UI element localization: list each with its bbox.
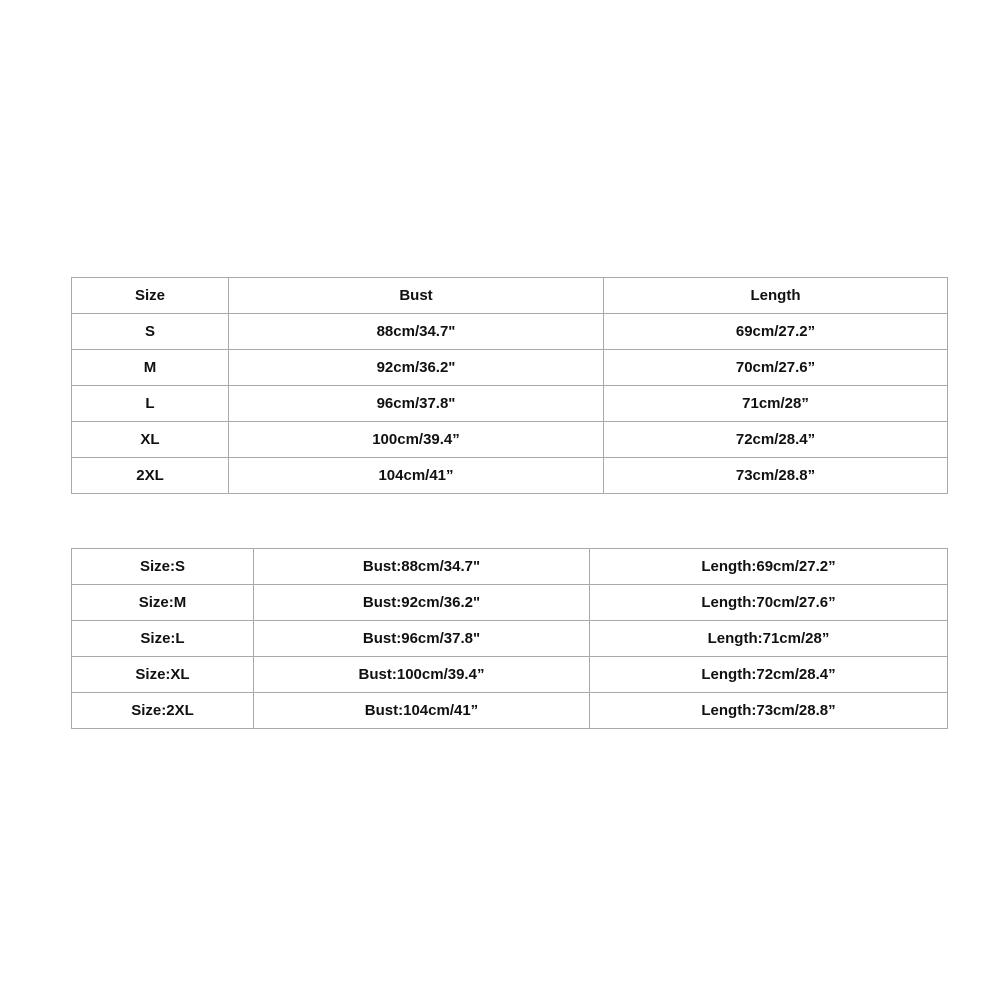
table-row xyxy=(72,585,948,621)
cell-size: Size:S xyxy=(72,549,254,585)
cell-size: Size:L xyxy=(72,621,254,657)
size-detail-table xyxy=(71,548,948,729)
cell-length: 71cm/28” xyxy=(604,386,948,422)
cell-bust: 88cm/34.7" xyxy=(229,314,604,350)
table-row xyxy=(72,549,948,585)
cell-length: 70cm/27.6” xyxy=(604,350,948,386)
cell-length: Length:71cm/28” xyxy=(590,621,948,657)
cell-size: S xyxy=(72,314,229,350)
cell-size: Size:M xyxy=(72,585,254,621)
table-row xyxy=(72,386,948,422)
table-row xyxy=(72,350,948,386)
cell-length: 69cm/27.2” xyxy=(604,314,948,350)
cell-bust: Bust:96cm/37.8" xyxy=(254,621,590,657)
table-row xyxy=(72,657,948,693)
cell-bust: 96cm/37.8" xyxy=(229,386,604,422)
cell-length: 72cm/28.4” xyxy=(604,422,948,458)
table-row xyxy=(72,314,948,350)
cell-bust: 104cm/41” xyxy=(229,458,604,494)
cell-size: Size:2XL xyxy=(72,693,254,729)
cell-bust: Bust:92cm/36.2" xyxy=(254,585,590,621)
cell-bust: Bust:100cm/39.4” xyxy=(254,657,590,693)
cell-size: M xyxy=(72,350,229,386)
cell-length: 73cm/28.8” xyxy=(604,458,948,494)
cell-size: L xyxy=(72,386,229,422)
cell-bust: 92cm/36.2" xyxy=(229,350,604,386)
header-size: Size xyxy=(72,278,229,314)
cell-size: XL xyxy=(72,422,229,458)
cell-length: Length:70cm/27.6” xyxy=(590,585,948,621)
cell-length: Length:69cm/27.2” xyxy=(590,549,948,585)
table-header-row xyxy=(72,278,948,314)
header-length: Length xyxy=(604,278,948,314)
table-row xyxy=(72,693,948,729)
size-chart-table xyxy=(71,277,948,494)
cell-bust: Bust:88cm/34.7" xyxy=(254,549,590,585)
cell-bust: 100cm/39.4” xyxy=(229,422,604,458)
cell-size: 2XL xyxy=(72,458,229,494)
cell-bust: Bust:104cm/41” xyxy=(254,693,590,729)
cell-size: Size:XL xyxy=(72,657,254,693)
table-row xyxy=(72,422,948,458)
table-row xyxy=(72,458,948,494)
cell-length: Length:72cm/28.4” xyxy=(590,657,948,693)
table-row xyxy=(72,621,948,657)
header-bust: Bust xyxy=(229,278,604,314)
cell-length: Length:73cm/28.8” xyxy=(590,693,948,729)
